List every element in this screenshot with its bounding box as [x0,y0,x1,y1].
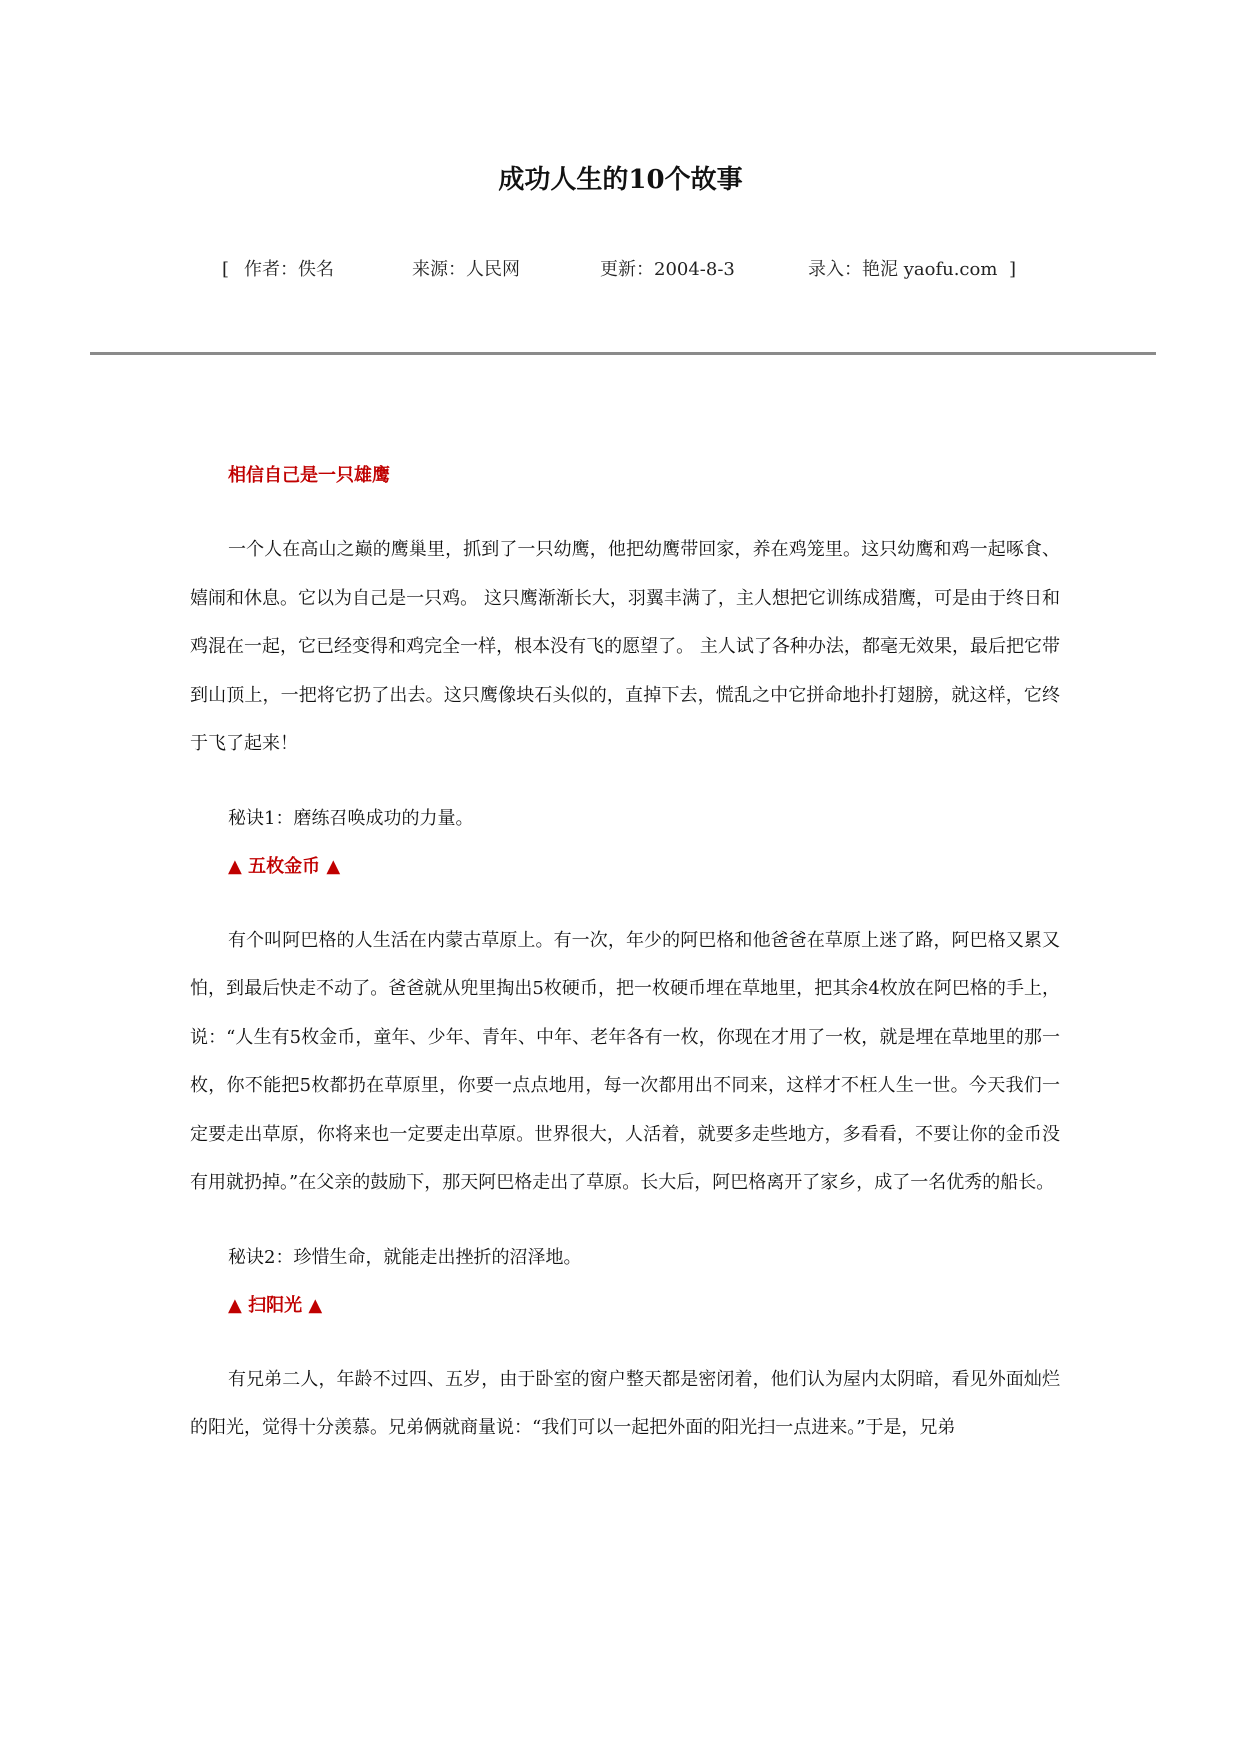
meta-open-bracket: [ [222,259,230,280]
meta-entered: 录入：艳泥 yaofu.com [808,259,998,280]
secret-tip: 秘诀1：磨练召唤成功的力量。 [228,807,474,829]
article-meta [222,256,1022,284]
story-section-eagle [190,462,1060,833]
section-heading: ▲ 五枚金币 ▲ [228,855,341,877]
story-paragraph: 有个叫阿巴格的人生活在内蒙古草原上。有一次，年少的阿巴格和他爸爸在草原上迷了路，阿巴格又累又怕，到最后快走不动了。爸爸就从兜里掏出5枚硬币，把一枚硬币埋在草地里，把其余4枚放在阿巴格的手上，说：“人生有5枚金币，童年、少年、青年、中年、老年各有一枚，你现在才用了一枚，就是埋在草地里的那一枚，你不能把5枚都扔在草原里，你要一点点地用，每一次都用出不同来，这样才不枉人生一世。今天我们一定要走出草原，你将来也一定要走出草原。世界很大，人活着，就要多走些地方，多看看，不要让你的金币没有用就扔掉。”在父亲的鼓励下，那天阿巴格走出了草原。长大后，阿巴格离开了家乡，成了一名优秀的船长。 [190,929,1060,1193]
story-section-sweep-sunlight [190,1292,1060,1453]
article-body [190,440,1060,1453]
meta-author: 作者：佚名 [244,259,334,280]
header-divider [90,352,1156,355]
section-heading: ▲ 扫阳光 ▲ [228,1294,323,1316]
section-heading: 相信自己是一只雄鹰 [228,465,390,486]
story-paragraph: 有兄弟二人，年龄不过四、五岁，由于卧室的窗户整天都是密闭着，他们认为屋内太阴暗，看见外面灿烂的阳光，觉得十分羡慕。兄弟俩就商量说：“我们可以一起把外面的阳光扫一点进来。”于是，兄弟 [190,1368,1060,1438]
story-section-gold-coins [190,853,1060,1272]
meta-source: 来源：人民网 [412,259,520,280]
article-title: 成功人生的10个故事 [498,165,743,195]
secret-tip: 秘诀2：珍惜生命，就能走出挫折的沼泽地。 [228,1246,582,1268]
meta-close-bracket: ] [1009,259,1017,280]
meta-updated: 更新：2004-8-3 [600,259,735,280]
story-paragraph: 一个人在高山之巅的鹰巢里，抓到了一只幼鹰，他把幼鹰带回家，养在鸡笼里。这只幼鹰和鸡一起啄食、嬉闹和休息。它以为自己是一只鸡。 这只鹰渐渐长大，羽翼丰满了，主人想把它训练成猎鹰，可是由于终日和鸡混在一起，它已经变得和鸡完全一样，根本没有飞的愿望了。 主人试了各种办法，都毫无效果，最后把它带到山顶上，一把将它扔了出去。这只鹰像块石头似的，直掉下去，慌乱之中它拼命地扑打翅膀，就这样，它终于飞了起来！ [190,539,1060,754]
